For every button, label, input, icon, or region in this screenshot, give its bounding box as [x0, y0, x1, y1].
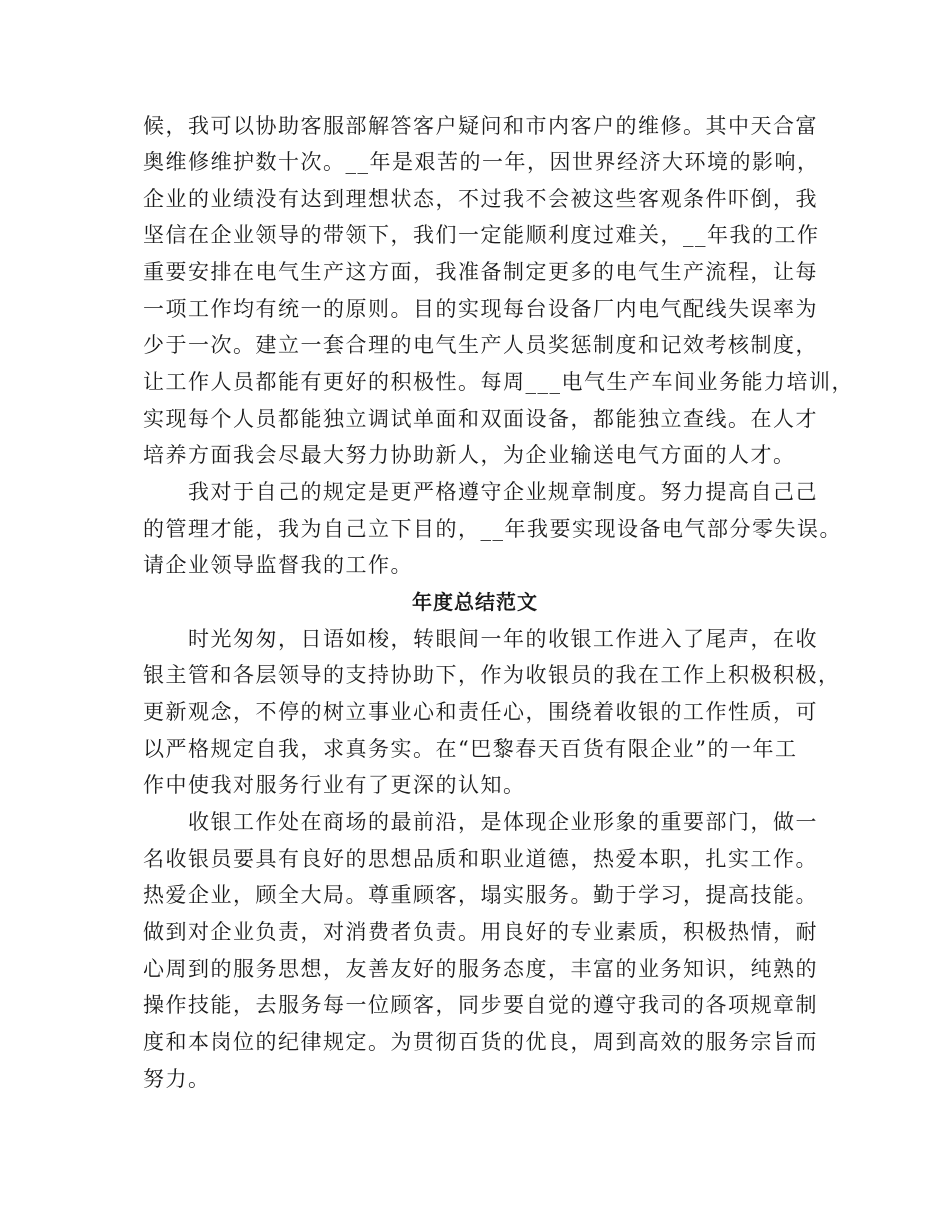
text-line: 名收银员要具有良好的思想品质和职业道德，热爱本职，扎实工作。 [143, 847, 818, 871]
text-line: 作中使我对服务行业有了更深的认知。 [143, 773, 526, 797]
text-line: 一项工作均有统一的原则。目的实现每台设备厂内电气配线失误率为 [143, 297, 818, 321]
text-line: 我对于自己的规定是更严格遵守企业规章制度。努力提高自己己 [143, 480, 818, 504]
text-line: 热爱企业，顾全大局。尊重顾客，塌实服务。勤于学习，提高技能。 [143, 883, 818, 907]
text-line: 度和本岗位的纪律规定。为贯彻百货的优良，周到高效的服务宗旨而 [143, 1030, 818, 1054]
text-line: 以严格规定自我，求真务实。在“巴黎春天百货有限企业”的一年工 [143, 737, 798, 761]
text-line: 坚信在企业领导的带领下，我们一定能顺利度过难关，__年我的工作 [143, 223, 820, 247]
text-line: 候，我可以协助客服部解答客户疑问和市内客户的维修。其中天合富 [143, 114, 818, 138]
text-line: 的管理才能，我为自己立下目的，__年我要实现设备电气部分零失误。 [143, 517, 842, 541]
text-line: 实现每个人员都能独立调试单面和双面设备，都能独立查线。在人才 [143, 407, 818, 431]
text-line: 努力。 [143, 1067, 211, 1091]
text-line: 请企业领导监督我的工作。 [143, 553, 413, 577]
text-line: 企业的业绩没有达到理想状态，不过我不会被这些客观条件吓倒，我 [143, 187, 818, 211]
section-title: 年度总结范文 [412, 590, 538, 614]
text-line: 培养方面我会尽最大努力协助新人，为企业输送电气方面的人才。 [143, 443, 796, 467]
text-line: 做到对企业负责，对消费者负责。用良好的专业素质，积极热情，耐 [143, 920, 818, 944]
text-line: 操作技能，去服务每一位顾客，同步要自觉的遵守我司的各项规章制 [143, 993, 818, 1017]
text-line: 时光匆匆，日语如梭，转眼间一年的收银工作进入了尾声，在收 [143, 627, 818, 651]
text-line: 更新观念，不停的树立事业心和责任心，围绕着收银的工作性质，可 [143, 700, 818, 724]
text-line: 奥维修维护数十次。__年是艰苦的一年，因世界经济大环境的影响， [143, 150, 820, 174]
text-line: 让工作人员都能有更好的积极性。每周___电气生产车间业务能力培训， [143, 370, 854, 394]
text-line: 收银工作处在商场的最前沿，是体现企业形象的重要部门，做一 [143, 810, 818, 834]
text-line: 重要安排在电气生产这方面，我准备制定更多的电气生产流程，让每 [143, 260, 818, 284]
text-line: 少于一次。建立一套合理的电气生产人员奖惩制度和记效考核制度， [143, 333, 818, 357]
text-line: 心周到的服务思想，友善友好的服务态度，丰富的业务知识，纯熟的 [143, 957, 818, 981]
text-line: 银主管和各层领导的支持协助下，作为收银员的我在工作上积极积极， [143, 663, 841, 687]
